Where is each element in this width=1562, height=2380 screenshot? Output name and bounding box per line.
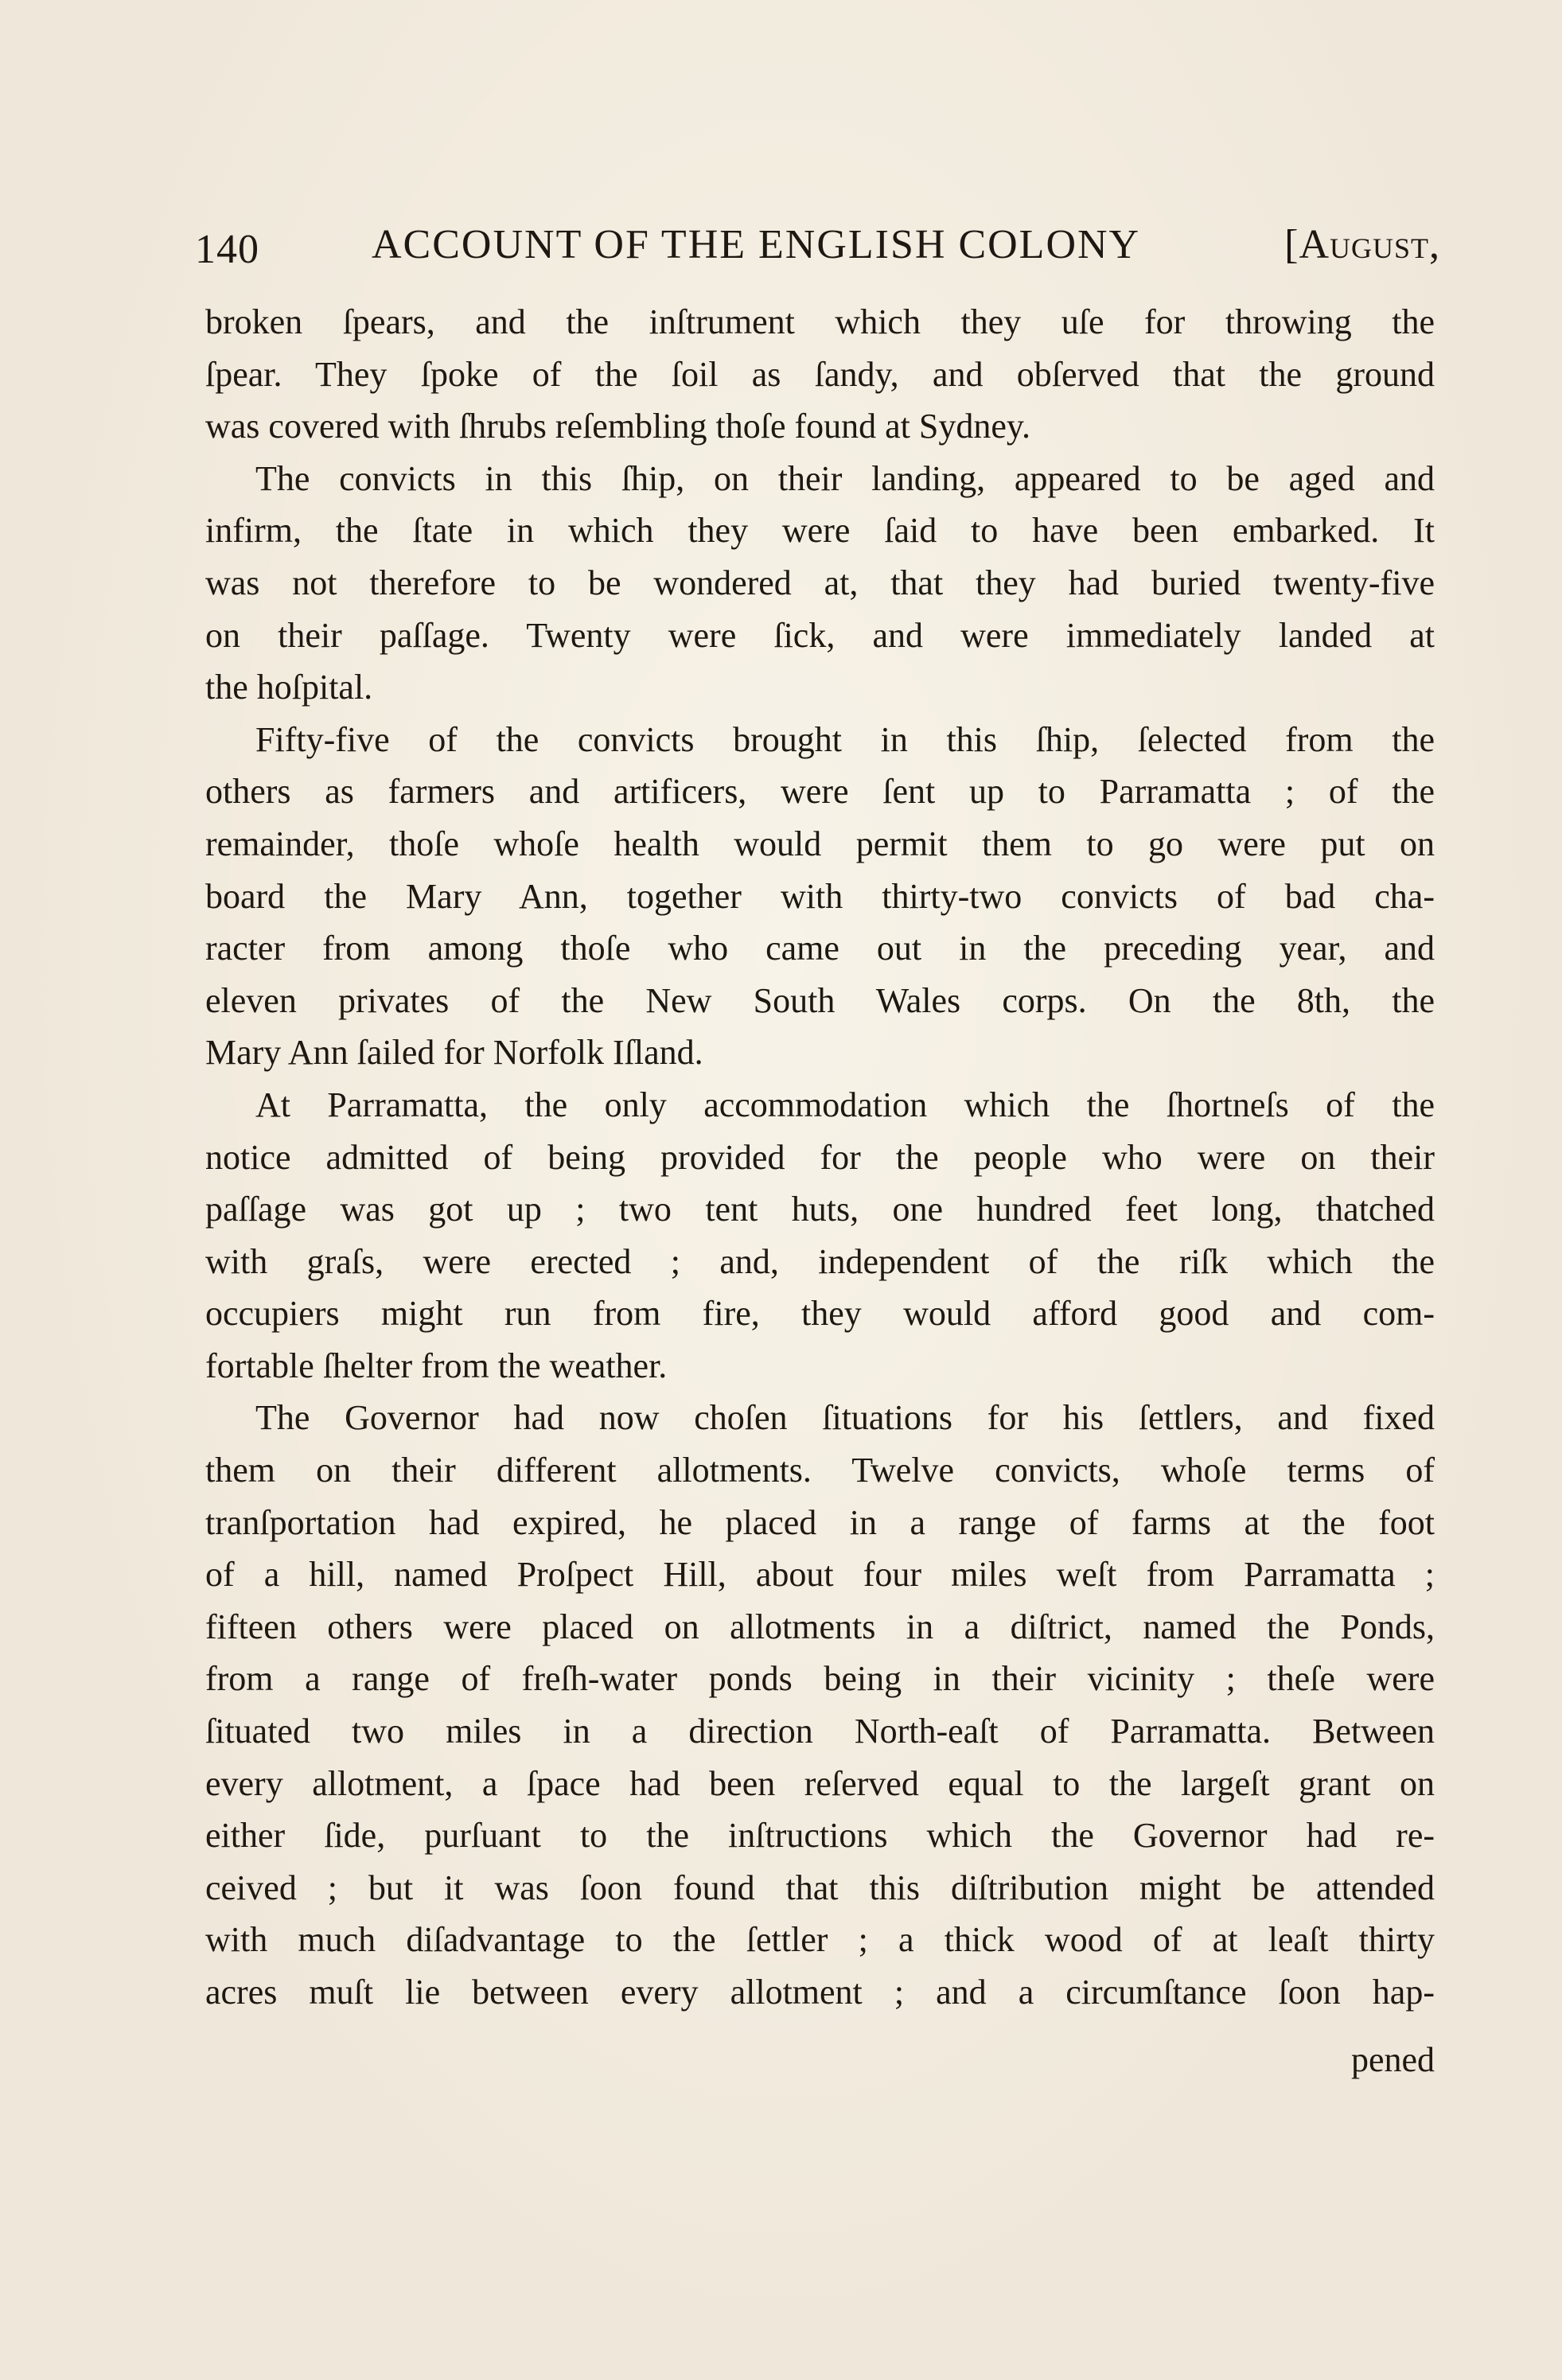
text-line: on their paſſage. Twenty were ſick, and were immediately landed at: [205, 615, 1435, 655]
text-line: acres muſt lie between every allotment ; and a circumſtance ſoon hap-: [205, 1973, 1435, 2012]
text-line: fortable ſhelter from the weather.: [205, 1346, 668, 1385]
text-line: either ſide, purſuant to the inſtructions which the Governor had re-: [205, 1816, 1435, 1856]
text-line: fifteen others were placed on allotments in a diſtrict, named the Ponds,: [205, 1607, 1435, 1646]
text-line: from a range of freſh-water ponds being in their vicinity ; theſe were: [205, 1659, 1435, 1699]
text-line: them on their different allotments. Twelve convicts, whoſe terms of: [205, 1451, 1435, 1490]
text-line: infirm, the ſtate in which they were ſaid to have been embarked. It: [205, 511, 1435, 551]
running-head: [195, 213, 1440, 277]
text-line: occupiers might run from fire, they would afford good and com-: [205, 1294, 1435, 1334]
text-line: board the Mary Ann, together with thirty-two convicts of bad cha-: [205, 876, 1435, 916]
text-line: ſpear. They ſpoke of the ſoil as ſandy, and obſerved that the ground: [205, 354, 1435, 394]
text-line: remainder, thoſe whoſe health would permit them to go were put on: [205, 824, 1435, 863]
text-line: notice admitted of being provided for the people who were on their: [205, 1137, 1435, 1177]
text-line: ſituated two miles in a direction North-eaſt of Parramatta. Between: [205, 1712, 1435, 1751]
text-line: with much diſadvantage to the ſettler ; a thick wood of at leaſt thirty: [205, 1920, 1435, 1960]
text-line: others as farmers and artificers, were ſent up to Parramatta ; of the: [205, 772, 1435, 812]
text-line: broken ſpears, and the inſtrument which they uſe for throwing the: [205, 302, 1435, 341]
page-number: 140: [195, 227, 259, 272]
text-line: every allotment, a ſpace had been reſerved equal to the largeſt grant on: [205, 1763, 1435, 1803]
paragraph-first-line: At Parramatta, the only accommodation which the ſhortneſs of the: [255, 1085, 1435, 1124]
text-line: racter from among thoſe who came out in the preceding year, and: [205, 929, 1435, 968]
text-line: with graſs, were erected ; and, independent of the riſk which the: [205, 1241, 1435, 1281]
text-line: was not therefore to be wondered at, that they had buried twenty-five: [205, 563, 1435, 602]
text-line: paſſage was got up ; two tent huts, one hundred feet long, thatched: [205, 1190, 1435, 1229]
body-text: [205, 296, 1435, 2019]
text-line: of a hill, named Proſpect Hill, about four miles weſt from Parramatta ;: [205, 1555, 1435, 1595]
paragraph-first-line: The Governor had now choſen ſituations for his ſettlers, and fixed: [255, 1398, 1435, 1438]
text-line: the hoſpital.: [205, 668, 373, 707]
text-line: tranſportation had expired, he placed in a range of farms at the foot: [205, 1502, 1435, 1542]
text-line: ceived ; but it was ſoon found that this diſtribution might be attended: [205, 1868, 1435, 1907]
catchword: pened: [1350, 2040, 1435, 2079]
text-line: eleven privates of the New South Wales corps. On the 8th, the: [205, 980, 1435, 1020]
running-title: ACCOUNT OF THE ENGLISH COLONY: [372, 222, 1141, 267]
paragraph-first-line: Fifty-five of the convicts brought in this ſhip, ſelected from the: [255, 719, 1435, 759]
running-month: [August,: [1284, 222, 1440, 267]
text-line: Mary Ann ſailed for Norfolk Iſland.: [205, 1033, 703, 1073]
text-line: was covered with ſhrubs reſembling thoſe found at Sydney.: [205, 407, 1031, 446]
paragraph-first-line: The convicts in this ſhip, on their landing, appeared to be aged and: [255, 458, 1435, 498]
